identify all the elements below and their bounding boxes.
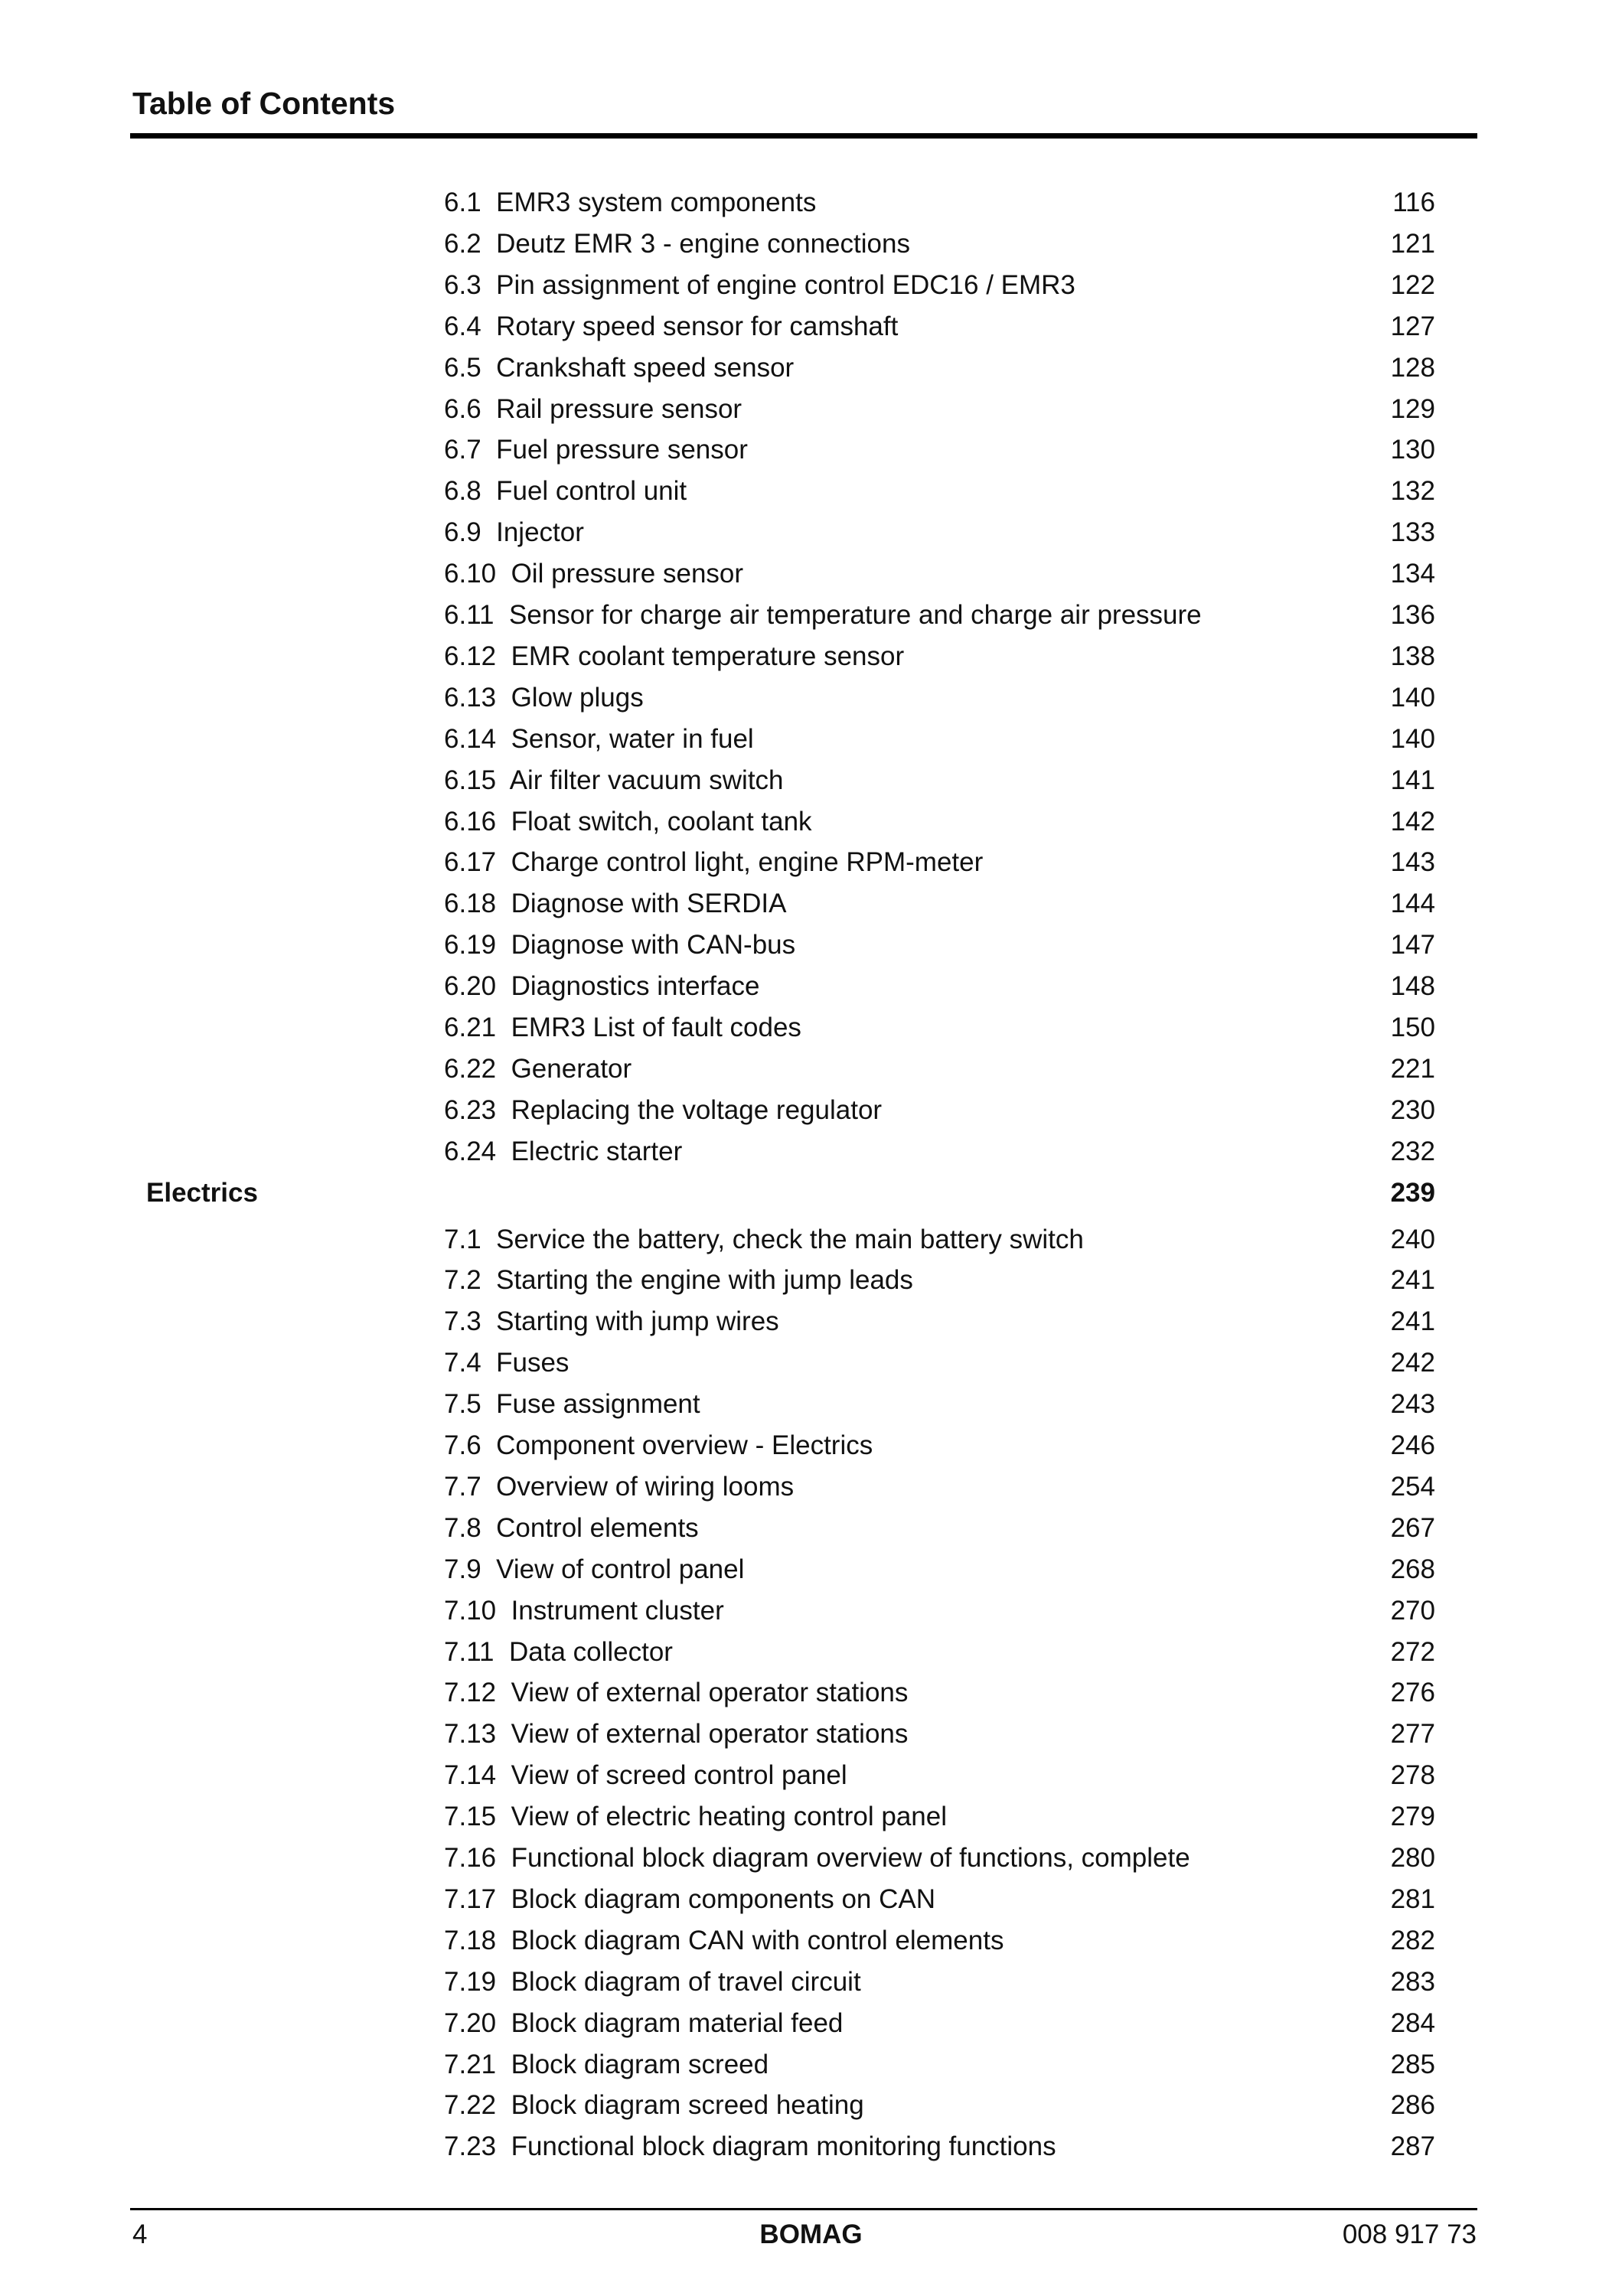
toc-entry[interactable]	[0, 1962, 1622, 2003]
toc-entry-title	[444, 306, 898, 347]
toc-page-number: 136	[1390, 600, 1435, 630]
toc-entry-title	[444, 1714, 908, 1755]
toc-entry-text: Fuses	[496, 1348, 569, 1378]
page-title: Table of Contents	[132, 86, 396, 121]
toc-entry[interactable]	[0, 1879, 1622, 1920]
toc-entry-title	[444, 1466, 794, 1508]
toc-entry-number: 7.16	[444, 1843, 497, 1873]
toc-entry-number: 7.8	[444, 1512, 481, 1543]
toc-entry[interactable]	[0, 595, 1622, 636]
toc-entry[interactable]	[0, 1260, 1622, 1301]
toc-entry-text: Charge control light, engine RPM-meter	[511, 847, 984, 878]
toc-page-number: 130	[1390, 435, 1435, 465]
toc-entry-number: 7.4	[444, 1348, 481, 1378]
toc-entry-title	[444, 1260, 913, 1301]
toc-entry-title	[444, 1007, 801, 1049]
toc-entry-number: 7.20	[444, 2007, 497, 2038]
toc-page-number: 246	[1390, 1430, 1435, 1460]
toc-entry-title	[444, 347, 794, 389]
toc-entry-number: 7.9	[444, 1554, 481, 1584]
toc-chapter-title	[146, 1172, 258, 1214]
toc-entry-title	[444, 2003, 843, 2044]
toc-entry-text: Data collector	[508, 1636, 673, 1667]
toc-entry[interactable]	[0, 1342, 1622, 1384]
toc-entry[interactable]	[0, 2003, 1622, 2044]
toc-entry-title	[444, 1796, 947, 1838]
toc-entry[interactable]	[0, 760, 1622, 801]
toc-entry-title	[444, 429, 748, 471]
toc-page-number: 254	[1390, 1471, 1435, 1502]
toc-page-number: 287	[1390, 2131, 1435, 2162]
toc-entry-number: 6.12	[444, 641, 497, 671]
toc-page-number: 277	[1390, 1719, 1435, 1750]
toc-entry-text: Fuel control unit	[496, 476, 687, 507]
toc-entry-text: Float switch, coolant tank	[511, 806, 812, 837]
toc-entry[interactable]	[0, 306, 1622, 347]
toc-entry-title	[444, 1920, 1004, 1962]
toc-entry-title	[444, 925, 795, 966]
toc-entry-number: 6.11	[444, 600, 494, 630]
toc-entry[interactable]	[0, 1466, 1622, 1508]
toc-entry-title	[444, 1384, 700, 1425]
toc-entry[interactable]	[0, 1301, 1622, 1342]
toc-page-number: 270	[1390, 1595, 1435, 1626]
toc-entry-title	[444, 1342, 569, 1384]
toc-page-number: 150	[1390, 1013, 1435, 1042]
toc-page-number: 286	[1390, 2090, 1435, 2121]
toc-entry-title	[444, 636, 904, 677]
toc-page-number: 276	[1390, 1678, 1435, 1708]
toc-entry-text: Electric starter	[511, 1136, 683, 1166]
toc-entry-title	[444, 1632, 673, 1673]
toc-entry-number: 6.20	[444, 971, 497, 1002]
toc-page-number: 116	[1392, 188, 1435, 217]
toc-page-number: 272	[1390, 1636, 1435, 1667]
toc-entry-number: 7.18	[444, 1925, 497, 1955]
toc-entry[interactable]	[0, 677, 1622, 719]
toc-entry[interactable]	[0, 429, 1622, 471]
toc-entry-text: Block diagram of travel circuit	[511, 1966, 861, 1997]
toc-entry-title	[444, 265, 1075, 306]
toc-page-number: 127	[1390, 311, 1435, 341]
toc-entry-title	[444, 842, 983, 883]
toc-entry-title	[444, 223, 910, 265]
toc-entry-text: Block diagram components on CAN	[511, 1883, 936, 1914]
toc-entry[interactable]	[0, 2126, 1622, 2167]
toc-entry-text: EMR3 List of fault codes	[511, 1013, 801, 1042]
footer-page-number: 4	[132, 2219, 148, 2249]
toc-entry[interactable]	[0, 1090, 1622, 1131]
toc-entry[interactable]	[0, 1590, 1622, 1632]
toc-entry-text: Overview of wiring looms	[496, 1471, 795, 1502]
toc-entry-number: 6.10	[444, 559, 497, 589]
toc-entry-text: Electrics	[146, 1177, 258, 1208]
toc-page-number: 278	[1390, 1760, 1435, 1791]
toc-page-number: 129	[1390, 393, 1435, 424]
toc-entry-text: Sensor, water in fuel	[511, 723, 754, 754]
toc-page-number: 144	[1390, 889, 1435, 919]
toc-entry[interactable]	[0, 636, 1622, 677]
toc-page-number: 241	[1390, 1265, 1435, 1296]
toc-entry[interactable]	[0, 1920, 1622, 1962]
toc-entry-number: 6.6	[444, 393, 481, 424]
toc-entry-number: 7.19	[444, 1966, 497, 1997]
toc-entry[interactable]	[0, 719, 1622, 760]
toc-page-number: 230	[1390, 1094, 1435, 1125]
toc-entry-title	[444, 1879, 935, 1920]
toc-entry-number: 6.9	[444, 517, 481, 548]
toc-entry-title	[444, 389, 742, 430]
toc-entry-title	[444, 1049, 632, 1090]
toc-entry-text: Starting the engine with jump leads	[496, 1265, 913, 1296]
toc-entry-number: 6.7	[444, 435, 481, 465]
toc-entry-title	[444, 719, 754, 760]
toc-entry-number: 7.3	[444, 1306, 481, 1337]
toc-entry[interactable]	[0, 1425, 1622, 1466]
toc-page-number: 279	[1390, 1802, 1435, 1832]
toc-entry-title	[444, 512, 584, 553]
toc-page-number: 282	[1390, 1925, 1435, 1955]
toc-page-number: 143	[1390, 847, 1435, 878]
toc-entry-text: Oil pressure sensor	[511, 559, 744, 589]
toc-page-number: 239	[1390, 1177, 1435, 1208]
toc-entry-text: Sensor for charge air temperature and charge air pressure	[508, 600, 1202, 630]
toc-page-number: 141	[1390, 765, 1435, 795]
toc-page-number: 147	[1390, 930, 1435, 960]
toc-entry-text: Injector	[496, 517, 584, 548]
toc-entry-number: 6.16	[444, 806, 497, 837]
toc-entry[interactable]	[0, 925, 1622, 966]
toc-entry-title	[444, 2085, 864, 2126]
toc-entry-number: 6.1	[444, 188, 481, 217]
toc-entry[interactable]	[0, 1672, 1622, 1714]
toc-entry-title	[444, 1425, 873, 1466]
toc-entry-text: Rotary speed sensor for camshaft	[496, 311, 899, 341]
toc-entry-text: View of control panel	[496, 1554, 745, 1584]
toc-page-number: 134	[1390, 559, 1435, 589]
toc-page-number: 240	[1390, 1224, 1435, 1254]
toc-entry-text: Service the battery, check the main battery switch	[496, 1224, 1084, 1254]
toc-page-number: 132	[1390, 476, 1435, 507]
toc-entry-title	[444, 1131, 682, 1172]
toc-entry[interactable]	[0, 1714, 1622, 1755]
toc-page-number: 142	[1390, 806, 1435, 837]
toc-page-number: 122	[1390, 269, 1435, 300]
footer-doc-number: 008 917 73	[1342, 2219, 1477, 2249]
toc-entry-title	[444, 677, 644, 719]
toc-page-number: 280	[1390, 1843, 1435, 1873]
toc-entry-text: Functional block diagram overview of functions, complete	[511, 1843, 1190, 1873]
toc-entry-text: Pin assignment of engine control EDC16 / EMR3	[496, 269, 1075, 300]
toc-entry[interactable]	[0, 1007, 1622, 1049]
toc-entry[interactable]	[0, 842, 1622, 883]
toc-entry-number: 7.1	[444, 1224, 481, 1254]
toc-entry[interactable]	[0, 966, 1622, 1007]
toc-entry[interactable]	[0, 389, 1622, 430]
toc-entry-text: Air filter vacuum switch	[509, 765, 784, 795]
toc-entry-text: View of external operator stations	[511, 1678, 909, 1708]
toc-entry-text: EMR3 system components	[496, 188, 817, 217]
toc-entry-number: 7.11	[444, 1636, 494, 1667]
toc-entry-title	[444, 1090, 882, 1131]
toc-entry-text: Deutz EMR 3 - engine connections	[496, 228, 910, 259]
toc-entry-number: 7.22	[444, 2090, 497, 2121]
toc-page-number: 267	[1390, 1512, 1435, 1543]
toc-entry-number: 7.15	[444, 1802, 497, 1832]
toc-entry-title	[444, 2126, 1056, 2167]
toc-entry-title	[444, 1838, 1190, 1879]
toc-entry-text: Control elements	[496, 1512, 699, 1543]
toc-entry-number: 7.14	[444, 1760, 497, 1791]
toc-page-number: 140	[1390, 682, 1435, 713]
header-divider	[130, 133, 1477, 139]
toc-entry-number: 7.12	[444, 1678, 497, 1708]
toc-entry-number: 6.13	[444, 682, 497, 713]
footer-divider	[130, 2208, 1477, 2210]
toc-entry[interactable]	[0, 1049, 1622, 1090]
toc-entry-number: 6.23	[444, 1094, 497, 1125]
toc-entry-text: View of electric heating control panel	[511, 1802, 947, 1832]
toc-entry[interactable]	[0, 1796, 1622, 1838]
toc-entry-text: Block diagram screed	[511, 2049, 769, 2079]
toc-entry-number: 7.7	[444, 1471, 481, 1502]
toc-entry[interactable]	[0, 1219, 1622, 1261]
toc-entry-text: Generator	[511, 1053, 632, 1084]
toc-page-number: 148	[1390, 971, 1435, 1002]
toc-entry-title	[444, 760, 784, 801]
toc-entry-number: 6.19	[444, 930, 497, 960]
toc-page-number: 281	[1390, 1883, 1435, 1914]
toc-entry-number: 6.18	[444, 889, 497, 919]
toc-page-number: 241	[1390, 1306, 1435, 1337]
toc-entry-text: Fuel pressure sensor	[496, 435, 748, 465]
toc-entry-text: Replacing the voltage regulator	[511, 1094, 883, 1125]
toc-entry[interactable]	[0, 182, 1622, 223]
toc-entry[interactable]	[0, 1838, 1622, 1879]
toc-chapter-row[interactable]	[0, 1172, 1622, 1214]
toc-entry-text: Functional block diagram monitoring functions	[511, 2131, 1056, 2162]
toc-entry-title	[444, 801, 812, 843]
toc-entry-text: Block diagram screed heating	[511, 2090, 864, 2121]
toc-entry-text: Rail pressure sensor	[496, 393, 742, 424]
toc-entry-number: 6.24	[444, 1136, 497, 1166]
toc-page-number: 140	[1390, 723, 1435, 754]
toc-entry[interactable]	[0, 2085, 1622, 2126]
toc-entry-number: 7.13	[444, 1719, 497, 1750]
toc-entry[interactable]	[0, 223, 1622, 265]
toc-page-number: 268	[1390, 1554, 1435, 1584]
toc-entry-title	[444, 1672, 908, 1714]
toc-entry-number: 6.17	[444, 847, 497, 878]
toc-entry-title	[444, 553, 743, 595]
toc-page-number: 133	[1390, 517, 1435, 548]
toc-entry-number: 6.8	[444, 476, 481, 507]
toc-entry-text: Instrument cluster	[511, 1595, 724, 1626]
toc-entry[interactable]	[0, 512, 1622, 553]
toc-entry-number: 7.10	[444, 1595, 497, 1626]
toc-entry[interactable]	[0, 1549, 1622, 1590]
toc-entry[interactable]	[0, 1755, 1622, 1796]
toc-entry-title	[444, 1755, 847, 1796]
toc-page-number: 121	[1390, 228, 1435, 259]
toc-entry[interactable]	[0, 1384, 1622, 1425]
toc-entry-text: Diagnose with CAN-bus	[511, 930, 796, 960]
toc-entry-text: Glow plugs	[511, 682, 644, 713]
toc-page-number: 221	[1390, 1053, 1435, 1084]
toc-page-number: 285	[1390, 2049, 1435, 2079]
toc-entry[interactable]	[0, 553, 1622, 595]
toc-entry-text: View of external operator stations	[511, 1719, 909, 1750]
toc-entry-text: Diagnose with SERDIA	[511, 889, 787, 919]
toc-entry-text: View of screed control panel	[511, 1760, 847, 1791]
toc-entry-title	[444, 1508, 699, 1549]
toc-entry-title	[444, 182, 816, 223]
toc-entry-number: 6.22	[444, 1053, 497, 1084]
toc-entry-number: 6.14	[444, 723, 497, 754]
toc-entry-number: 7.6	[444, 1430, 481, 1460]
toc-entry-number: 7.21	[444, 2049, 497, 2079]
toc-entry-title	[444, 1962, 861, 2003]
toc-entry-title	[444, 595, 1202, 636]
toc-entry[interactable]	[0, 883, 1622, 925]
toc-entry[interactable]	[0, 1632, 1622, 1673]
toc-page-number: 243	[1390, 1389, 1435, 1420]
toc-entry-number: 6.5	[444, 352, 481, 383]
toc-entry-title	[444, 2044, 769, 2086]
toc-entry-text: Block diagram material feed	[511, 2007, 844, 2038]
toc-entry-title	[444, 1219, 1084, 1261]
footer-brand: BOMAG	[759, 2219, 863, 2249]
toc-entry-number: 6.2	[444, 228, 481, 259]
toc-entry-text: Component overview - Electrics	[496, 1430, 873, 1460]
toc-page-number: 232	[1390, 1136, 1435, 1166]
toc-entry[interactable]	[0, 265, 1622, 306]
toc-entry-text: Starting with jump wires	[496, 1306, 779, 1337]
toc-entry-number: 6.4	[444, 311, 481, 341]
toc-entry-text: Fuse assignment	[496, 1389, 700, 1420]
toc-entry[interactable]	[0, 801, 1622, 843]
toc-entry-text: Crankshaft speed sensor	[496, 352, 795, 383]
toc-entry[interactable]	[0, 347, 1622, 389]
toc-entry-title	[444, 1590, 724, 1632]
toc-entry-number: 6.15	[444, 765, 497, 795]
toc-entry-title	[444, 1301, 779, 1342]
toc-entry-title	[444, 471, 687, 512]
toc-page-number: 242	[1390, 1348, 1435, 1378]
toc-entry-number: 7.23	[444, 2131, 497, 2162]
toc-entry-text: Diagnostics interface	[511, 971, 760, 1002]
toc-entry-number: 7.17	[444, 1883, 497, 1914]
toc-entry-number: 6.3	[444, 269, 481, 300]
toc-entry-title	[444, 966, 759, 1007]
toc-entry-number: 7.2	[444, 1265, 481, 1296]
toc-entry-number: 6.21	[444, 1013, 497, 1042]
toc-page-number: 283	[1390, 1966, 1435, 1997]
toc-page-number: 284	[1390, 2007, 1435, 2038]
toc-entry[interactable]	[0, 2044, 1622, 2086]
toc-entry-text: EMR coolant temperature sensor	[511, 641, 905, 671]
toc-page-number: 128	[1390, 352, 1435, 383]
toc-entry-title	[444, 883, 786, 925]
toc-entry[interactable]	[0, 1508, 1622, 1549]
toc-page-number: 138	[1390, 641, 1435, 671]
toc-entry-text: Block diagram CAN with control elements	[511, 1925, 1004, 1955]
toc-entry-number: 7.5	[444, 1389, 481, 1420]
toc-entry[interactable]	[0, 1131, 1622, 1172]
toc-entry-title	[444, 1549, 744, 1590]
toc-entry[interactable]	[0, 471, 1622, 512]
